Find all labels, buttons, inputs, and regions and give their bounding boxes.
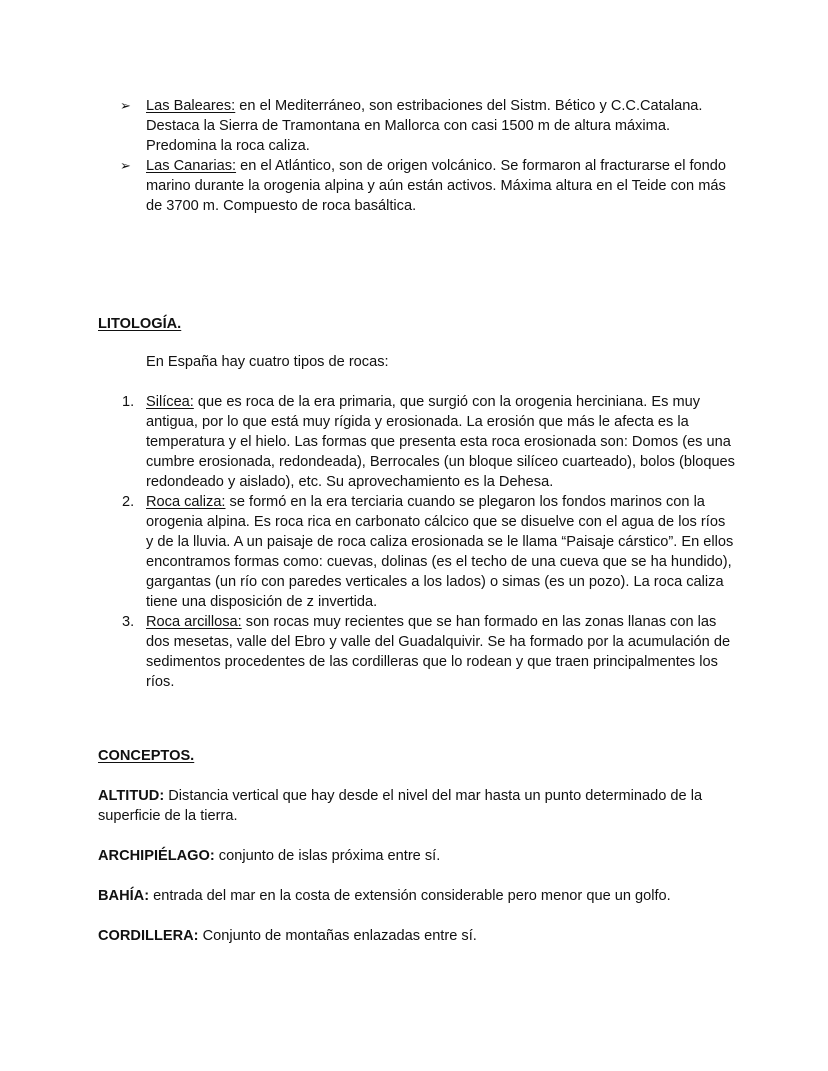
concept-term: BAHÍA: xyxy=(98,888,150,904)
list-item-baleares xyxy=(120,96,736,156)
list-item-canarias xyxy=(120,156,736,216)
concept-definition: Distancia vertical que hay desde el nivel del mar hasta un punto determinado de la superficie de la tierra. xyxy=(98,788,703,824)
concept-term: ARCHIPIÉLAGO: xyxy=(98,848,215,864)
concept-bahia xyxy=(98,886,728,906)
concept-definition: conjunto de islas próxima entre sí. xyxy=(214,848,441,864)
item-title: Las Canarias: xyxy=(146,158,237,174)
item-text: en el Mediterráneo, son estribaciones del Sistm. Bético y C.C.Catalana. Destaca la Sierra de Tramontana en Mallorca con casi 1500 m de altura máxima. Predomina la roca caliza. xyxy=(146,98,703,154)
item-title: Roca arcillosa: xyxy=(146,614,242,630)
list-number: 2. xyxy=(122,494,135,510)
item-text: que es roca de la era primaria, que surgió con la orogenia herciniana. Es muy antigua, por lo que está muy rígida y erosionada. La erosión que más le afecta es la temperatura y el hielo. Las formas que presenta esta roca erosionada son: Domos (es una cumbre erosionada, redondeada), Berrocales (un bloque silíceo cuarteado), bolos (bloques redondeado y aislado), etc. Su aprovechamiento es la Dehesa. xyxy=(146,394,735,490)
item-title: Silícea: xyxy=(146,394,194,410)
lithology-heading: LITOLOGÍA. xyxy=(98,316,182,332)
lithology-intro: En España hay cuatro tipos de rocas: xyxy=(146,354,389,370)
item-title: Roca caliza: xyxy=(146,494,226,510)
item-text: se formó en la era terciaria cuando se plegaron los fondos marinos con la orogenia alpina. Es roca rica en carbonato cálcico que se disuelve con el agua de los ríos y de la lluvia. A un paisaje de roca caliza erosionada se le llama “Paisaje cárstico”. En ellos encontramos formas como: cuevas, dolinas (es el techo de una cueva que se ha hundido), gargantas (un río con paredes verticales a los lados) o simas (es un pozo). La roca caliza tiene una disposición de z invertida. xyxy=(146,494,734,610)
list-item-caliza xyxy=(122,492,736,612)
concept-term: ALTITUD: xyxy=(98,788,165,804)
arrowhead-bullet-icon: ➢ xyxy=(120,98,131,113)
arrowhead-bullet-icon: ➢ xyxy=(120,158,131,173)
rock-types-list xyxy=(122,392,736,692)
list-number: 1. xyxy=(122,394,135,410)
list-item-arcillosa xyxy=(122,612,736,692)
concept-term: CORDILLERA: xyxy=(98,928,199,944)
concept-definition: Conjunto de montañas enlazadas entre sí. xyxy=(198,928,477,944)
concept-cordillera xyxy=(98,926,728,946)
islands-list xyxy=(120,96,736,216)
concept-definition: entrada del mar en la costa de extensión considerable pero menor que un golfo. xyxy=(149,888,671,904)
item-text: en el Atlántico, son de origen volcánico. Se formaron al fracturarse el fondo marino durante la orogenia alpina y aún están activos. Máxima altura en el Teide con más de 3700 m. Compuesto de roca basáltica. xyxy=(146,158,727,214)
concepts-heading: CONCEPTOS. xyxy=(98,748,195,764)
item-title: Las Baleares: xyxy=(146,98,236,114)
concept-archipielago xyxy=(98,846,728,866)
list-item-silicea xyxy=(122,392,736,492)
concept-altitud xyxy=(98,786,728,826)
item-text: son rocas muy recientes que se han formado en las zonas llanas con las dos mesetas, valle del Ebro y valle del Guadalquivir. Se ha formado por la acumulación de sedimentos procedentes de las cordilleras que lo rodean y que traen principalmentes los ríos. xyxy=(146,614,731,690)
list-number: 3. xyxy=(122,614,135,630)
